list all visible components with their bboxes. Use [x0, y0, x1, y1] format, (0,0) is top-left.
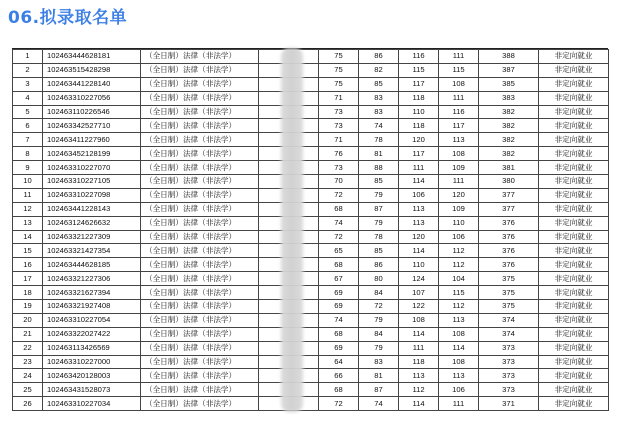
score-subject1-cell: 118 — [399, 119, 439, 133]
score-politics-cell: 72 — [319, 397, 359, 411]
table-row — [13, 286, 609, 300]
score-politics-cell: 69 — [319, 286, 359, 300]
score-subject1-cell: 114 — [399, 244, 439, 258]
row-number-cell: 10 — [13, 175, 43, 189]
score-subject1-cell: 124 — [399, 272, 439, 286]
exam-id-cell: 102463444628185 — [43, 258, 141, 272]
score-politics-cell: 72 — [319, 188, 359, 202]
score-english-cell: 85 — [359, 77, 399, 91]
employment-type-cell: 非定向就业 — [539, 161, 609, 175]
score-subject2-cell: 113 — [439, 313, 479, 327]
table-row — [13, 355, 609, 369]
score-politics-cell: 67 — [319, 272, 359, 286]
score-subject1-cell: 108 — [399, 313, 439, 327]
row-number-cell: 21 — [13, 327, 43, 341]
score-subject1-cell: 111 — [399, 341, 439, 355]
score-english-cell: 79 — [359, 313, 399, 327]
exam-id-cell: 102463515428298 — [43, 63, 141, 77]
score-subject2-cell: 110 — [439, 216, 479, 230]
employment-type-cell: 非定向就业 — [539, 230, 609, 244]
score-politics-cell: 70 — [319, 175, 359, 189]
employment-type-cell: 非定向就业 — [539, 244, 609, 258]
row-number-cell: 26 — [13, 397, 43, 411]
page-title: 06.拟录取名单 — [8, 8, 128, 28]
table-row — [13, 133, 609, 147]
score-english-cell: 83 — [359, 91, 399, 105]
row-number-cell: 19 — [13, 300, 43, 314]
score-english-cell: 74 — [359, 397, 399, 411]
exam-id-cell: 102463444628181 — [43, 50, 141, 64]
major-cell: （全日制）法律（非法学） — [141, 286, 259, 300]
table-row — [13, 244, 609, 258]
exam-id-cell: 102463431528073 — [43, 383, 141, 397]
admission-list-table — [12, 49, 609, 411]
row-number-cell: 5 — [13, 105, 43, 119]
row-number-cell: 13 — [13, 216, 43, 230]
major-cell: （全日制）法律（非法学） — [141, 258, 259, 272]
exam-id-cell: 102463110226546 — [43, 105, 141, 119]
total-score-cell: 376 — [479, 216, 539, 230]
exam-id-cell: 102463342527710 — [43, 119, 141, 133]
score-politics-cell: 73 — [319, 105, 359, 119]
employment-type-cell: 非定向就业 — [539, 397, 609, 411]
table-row — [13, 300, 609, 314]
row-number-cell: 1 — [13, 50, 43, 64]
major-cell: （全日制）法律（非法学） — [141, 119, 259, 133]
exam-id-cell: 102463124626632 — [43, 216, 141, 230]
score-subject1-cell: 111 — [399, 161, 439, 175]
row-number-cell: 18 — [13, 286, 43, 300]
score-subject1-cell: 113 — [399, 202, 439, 216]
score-subject2-cell: 106 — [439, 383, 479, 397]
row-number-cell: 24 — [13, 369, 43, 383]
score-english-cell: 83 — [359, 355, 399, 369]
score-english-cell: 72 — [359, 300, 399, 314]
major-cell: （全日制）法律（非法学） — [141, 202, 259, 216]
score-politics-cell: 75 — [319, 77, 359, 91]
score-english-cell: 81 — [359, 369, 399, 383]
total-score-cell: 374 — [479, 327, 539, 341]
score-subject1-cell: 113 — [399, 216, 439, 230]
score-subject2-cell: 108 — [439, 355, 479, 369]
total-score-cell: 373 — [479, 383, 539, 397]
score-subject2-cell: 109 — [439, 202, 479, 216]
score-subject1-cell: 106 — [399, 188, 439, 202]
score-english-cell: 79 — [359, 341, 399, 355]
table-row — [13, 161, 609, 175]
score-english-cell: 85 — [359, 244, 399, 258]
score-politics-cell: 75 — [319, 63, 359, 77]
score-subject2-cell: 114 — [439, 341, 479, 355]
table-row — [13, 50, 609, 64]
major-cell: （全日制）法律（非法学） — [141, 355, 259, 369]
score-english-cell: 87 — [359, 383, 399, 397]
score-subject1-cell: 114 — [399, 327, 439, 341]
score-politics-cell: 71 — [319, 133, 359, 147]
score-politics-cell: 71 — [319, 91, 359, 105]
total-score-cell: 377 — [479, 188, 539, 202]
exam-id-cell: 102463452128199 — [43, 147, 141, 161]
total-score-cell: 381 — [479, 161, 539, 175]
score-subject2-cell: 108 — [439, 77, 479, 91]
admission-table — [12, 48, 608, 415]
row-number-cell: 14 — [13, 230, 43, 244]
exam-id-cell: 102463321227306 — [43, 272, 141, 286]
major-cell: （全日制）法律（非法学） — [141, 188, 259, 202]
table-row — [13, 119, 609, 133]
score-subject2-cell: 112 — [439, 258, 479, 272]
total-score-cell: 382 — [479, 105, 539, 119]
row-number-cell: 25 — [13, 383, 43, 397]
major-cell: （全日制）法律（非法学） — [141, 175, 259, 189]
major-cell: （全日制）法律（非法学） — [141, 230, 259, 244]
total-score-cell: 373 — [479, 341, 539, 355]
employment-type-cell: 非定向就业 — [539, 369, 609, 383]
row-number-cell: 17 — [13, 272, 43, 286]
employment-type-cell: 非定向就业 — [539, 216, 609, 230]
score-politics-cell: 75 — [319, 50, 359, 64]
score-subject1-cell: 118 — [399, 91, 439, 105]
major-cell: （全日制）法律（非法学） — [141, 147, 259, 161]
total-score-cell: 376 — [479, 244, 539, 258]
score-subject2-cell: 112 — [439, 244, 479, 258]
score-subject2-cell: 115 — [439, 63, 479, 77]
total-score-cell: 373 — [479, 369, 539, 383]
employment-type-cell: 非定向就业 — [539, 300, 609, 314]
employment-type-cell: 非定向就业 — [539, 91, 609, 105]
table-row — [13, 272, 609, 286]
score-english-cell: 74 — [359, 119, 399, 133]
total-score-cell: 373 — [479, 355, 539, 369]
major-cell: （全日制）法律（非法学） — [141, 383, 259, 397]
table-row — [13, 175, 609, 189]
score-subject1-cell: 114 — [399, 397, 439, 411]
exam-id-cell: 102463321227309 — [43, 230, 141, 244]
table-row — [13, 383, 609, 397]
score-politics-cell: 68 — [319, 327, 359, 341]
row-number-cell: 3 — [13, 77, 43, 91]
table-row — [13, 258, 609, 272]
employment-type-cell: 非定向就业 — [539, 50, 609, 64]
score-english-cell: 86 — [359, 258, 399, 272]
score-subject2-cell: 115 — [439, 286, 479, 300]
score-subject1-cell: 115 — [399, 63, 439, 77]
total-score-cell: 374 — [479, 313, 539, 327]
exam-id-cell: 102463441228143 — [43, 202, 141, 216]
exam-id-cell: 102463113426569 — [43, 341, 141, 355]
score-politics-cell: 68 — [319, 383, 359, 397]
employment-type-cell: 非定向就业 — [539, 133, 609, 147]
total-score-cell: 376 — [479, 230, 539, 244]
table-row — [13, 63, 609, 77]
exam-id-cell: 102463310227056 — [43, 91, 141, 105]
exam-id-cell: 102463420128003 — [43, 369, 141, 383]
score-politics-cell: 65 — [319, 244, 359, 258]
score-english-cell: 78 — [359, 230, 399, 244]
employment-type-cell: 非定向就业 — [539, 147, 609, 161]
employment-type-cell: 非定向就业 — [539, 383, 609, 397]
exam-id-cell: 102463310227098 — [43, 188, 141, 202]
total-score-cell: 382 — [479, 119, 539, 133]
employment-type-cell: 非定向就业 — [539, 188, 609, 202]
major-cell: （全日制）法律（非法学） — [141, 161, 259, 175]
exam-id-cell: 102463321427354 — [43, 244, 141, 258]
score-subject2-cell: 112 — [439, 300, 479, 314]
major-cell: （全日制）法律（非法学） — [141, 216, 259, 230]
total-score-cell: 382 — [479, 133, 539, 147]
exam-id-cell: 102463310227105 — [43, 175, 141, 189]
row-number-cell: 2 — [13, 63, 43, 77]
exam-id-cell: 102463321927408 — [43, 300, 141, 314]
score-politics-cell: 68 — [319, 258, 359, 272]
row-number-cell: 12 — [13, 202, 43, 216]
score-politics-cell: 68 — [319, 202, 359, 216]
major-cell: （全日制）法律（非法学） — [141, 341, 259, 355]
score-english-cell: 84 — [359, 327, 399, 341]
score-politics-cell: 72 — [319, 230, 359, 244]
total-score-cell: 371 — [479, 397, 539, 411]
score-politics-cell: 76 — [319, 147, 359, 161]
major-cell: （全日制）法律（非法学） — [141, 77, 259, 91]
score-subject1-cell: 117 — [399, 147, 439, 161]
score-english-cell: 79 — [359, 216, 399, 230]
score-subject2-cell: 111 — [439, 175, 479, 189]
exam-id-cell: 102463310227070 — [43, 161, 141, 175]
row-number-cell: 15 — [13, 244, 43, 258]
score-politics-cell: 69 — [319, 300, 359, 314]
employment-type-cell: 非定向就业 — [539, 77, 609, 91]
score-subject1-cell: 114 — [399, 175, 439, 189]
total-score-cell: 382 — [479, 147, 539, 161]
row-number-cell: 23 — [13, 355, 43, 369]
table-row — [13, 91, 609, 105]
major-cell: （全日制）法律（非法学） — [141, 300, 259, 314]
major-cell: （全日制）法律（非法学） — [141, 397, 259, 411]
score-subject1-cell: 122 — [399, 300, 439, 314]
total-score-cell: 387 — [479, 63, 539, 77]
exam-id-cell: 102463310227054 — [43, 313, 141, 327]
score-politics-cell: 69 — [319, 341, 359, 355]
score-english-cell: 86 — [359, 50, 399, 64]
row-number-cell: 4 — [13, 91, 43, 105]
total-score-cell: 376 — [479, 258, 539, 272]
table-row — [13, 147, 609, 161]
score-subject2-cell: 120 — [439, 188, 479, 202]
score-subject2-cell: 104 — [439, 272, 479, 286]
exam-id-cell: 102463321627394 — [43, 286, 141, 300]
redaction-blur — [281, 48, 303, 412]
table-row — [13, 230, 609, 244]
score-subject2-cell: 117 — [439, 119, 479, 133]
total-score-cell: 380 — [479, 175, 539, 189]
row-number-cell: 6 — [13, 119, 43, 133]
employment-type-cell: 非定向就业 — [539, 286, 609, 300]
employment-type-cell: 非定向就业 — [539, 341, 609, 355]
table-row — [13, 341, 609, 355]
score-subject2-cell: 113 — [439, 133, 479, 147]
score-politics-cell: 74 — [319, 216, 359, 230]
score-english-cell: 82 — [359, 63, 399, 77]
score-subject1-cell: 110 — [399, 258, 439, 272]
score-subject2-cell: 108 — [439, 327, 479, 341]
score-english-cell: 85 — [359, 175, 399, 189]
major-cell: （全日制）法律（非法学） — [141, 327, 259, 341]
score-english-cell: 80 — [359, 272, 399, 286]
score-english-cell: 81 — [359, 147, 399, 161]
major-cell: （全日制）法律（非法学） — [141, 133, 259, 147]
table-row — [13, 188, 609, 202]
major-cell: （全日制）法律（非法学） — [141, 272, 259, 286]
major-cell: （全日制）法律（非法学） — [141, 369, 259, 383]
score-subject1-cell: 110 — [399, 105, 439, 119]
employment-type-cell: 非定向就业 — [539, 175, 609, 189]
table-row — [13, 397, 609, 411]
employment-type-cell: 非定向就业 — [539, 272, 609, 286]
score-subject1-cell: 116 — [399, 50, 439, 64]
exam-id-cell: 102463310227034 — [43, 397, 141, 411]
total-score-cell: 388 — [479, 50, 539, 64]
score-subject2-cell: 109 — [439, 161, 479, 175]
score-subject2-cell: 111 — [439, 397, 479, 411]
score-english-cell: 87 — [359, 202, 399, 216]
table-row — [13, 327, 609, 341]
employment-type-cell: 非定向就业 — [539, 119, 609, 133]
employment-type-cell: 非定向就业 — [539, 202, 609, 216]
row-number-cell: 16 — [13, 258, 43, 272]
row-number-cell: 9 — [13, 161, 43, 175]
score-subject2-cell: 116 — [439, 105, 479, 119]
score-politics-cell: 74 — [319, 313, 359, 327]
employment-type-cell: 非定向就业 — [539, 313, 609, 327]
table-row — [13, 313, 609, 327]
score-subject1-cell: 117 — [399, 77, 439, 91]
total-score-cell: 377 — [479, 202, 539, 216]
score-english-cell: 79 — [359, 188, 399, 202]
score-subject2-cell: 111 — [439, 91, 479, 105]
score-subject2-cell: 113 — [439, 369, 479, 383]
row-number-cell: 8 — [13, 147, 43, 161]
score-subject2-cell: 106 — [439, 230, 479, 244]
employment-type-cell: 非定向就业 — [539, 105, 609, 119]
employment-type-cell: 非定向就业 — [539, 258, 609, 272]
exam-id-cell: 102463411227960 — [43, 133, 141, 147]
score-subject2-cell: 108 — [439, 147, 479, 161]
score-english-cell: 88 — [359, 161, 399, 175]
table-row — [13, 369, 609, 383]
total-score-cell: 385 — [479, 77, 539, 91]
major-cell: （全日制）法律（非法学） — [141, 91, 259, 105]
major-cell: （全日制）法律（非法学） — [141, 50, 259, 64]
table-row — [13, 216, 609, 230]
major-cell: （全日制）法律（非法学） — [141, 63, 259, 77]
total-score-cell: 375 — [479, 272, 539, 286]
row-number-cell: 22 — [13, 341, 43, 355]
score-subject1-cell: 107 — [399, 286, 439, 300]
table-row — [13, 105, 609, 119]
row-number-cell: 7 — [13, 133, 43, 147]
score-english-cell: 83 — [359, 105, 399, 119]
score-subject1-cell: 120 — [399, 133, 439, 147]
score-subject1-cell: 112 — [399, 383, 439, 397]
table-row — [13, 202, 609, 216]
major-cell: （全日制）法律（非法学） — [141, 105, 259, 119]
score-subject2-cell: 111 — [439, 50, 479, 64]
score-politics-cell: 73 — [319, 161, 359, 175]
score-english-cell: 78 — [359, 133, 399, 147]
score-english-cell: 84 — [359, 286, 399, 300]
total-score-cell: 383 — [479, 91, 539, 105]
exam-id-cell: 102463322027422 — [43, 327, 141, 341]
exam-id-cell: 102463441228140 — [43, 77, 141, 91]
major-cell: （全日制）法律（非法学） — [141, 313, 259, 327]
major-cell: （全日制）法律（非法学） — [141, 244, 259, 258]
employment-type-cell: 非定向就业 — [539, 63, 609, 77]
table-row — [13, 77, 609, 91]
score-subject1-cell: 113 — [399, 369, 439, 383]
row-number-cell: 20 — [13, 313, 43, 327]
score-politics-cell: 66 — [319, 369, 359, 383]
total-score-cell: 375 — [479, 300, 539, 314]
score-politics-cell: 64 — [319, 355, 359, 369]
score-politics-cell: 73 — [319, 119, 359, 133]
row-number-cell: 11 — [13, 188, 43, 202]
exam-id-cell: 102463310227000 — [43, 355, 141, 369]
employment-type-cell: 非定向就业 — [539, 355, 609, 369]
score-subject1-cell: 118 — [399, 355, 439, 369]
score-subject1-cell: 120 — [399, 230, 439, 244]
employment-type-cell: 非定向就业 — [539, 327, 609, 341]
total-score-cell: 375 — [479, 286, 539, 300]
